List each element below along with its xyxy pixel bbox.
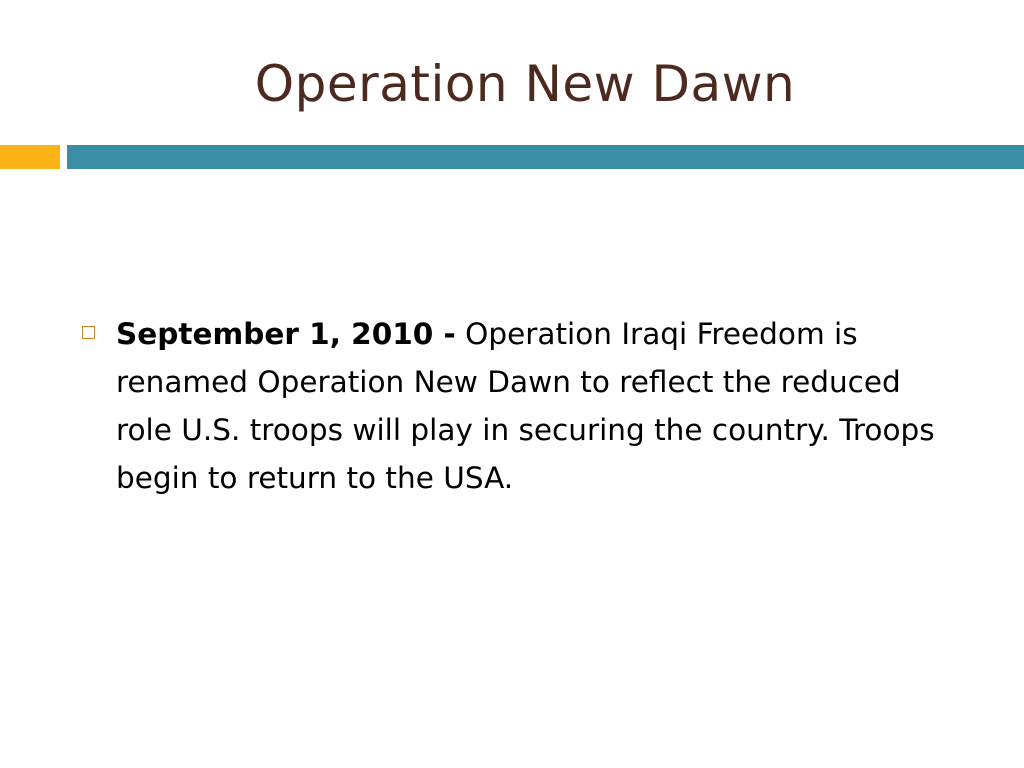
accent-bar xyxy=(0,145,60,169)
bullet-date-label: September 1, 2010 - xyxy=(116,317,456,351)
bullet-item xyxy=(82,310,962,502)
bullet-text: Operation Iraqi Freedom is renamed Operation New Dawn to reflect the reduced role U.S. troops will play in securing the country. Troops begin to return to the USA. xyxy=(116,317,935,495)
slide-title: Operation New Dawn xyxy=(254,55,796,113)
title-divider-bar xyxy=(67,145,1024,169)
slide-body xyxy=(82,310,962,502)
hollow-square-bullet-icon xyxy=(82,326,95,339)
